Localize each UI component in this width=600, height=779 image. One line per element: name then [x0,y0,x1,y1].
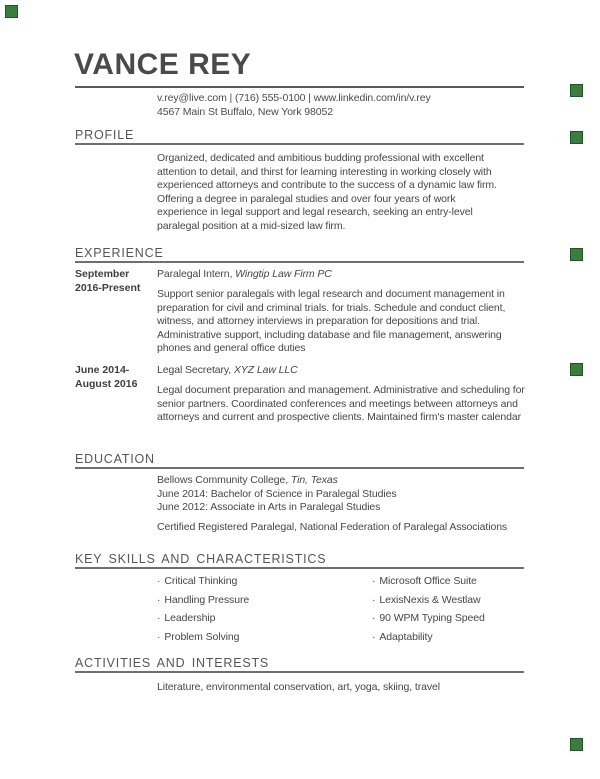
green-marker-profile [570,131,583,144]
skill-item: · Problem Solving [157,630,240,643]
job-title: Paralegal Intern, Wingtip Law Firm PC [157,268,332,280]
job-description: Legal document preparation and management. Administrative and scheduling for senior partners. Coordinated conferences and meetings between attorneys and attorneys and current and prospective clients. Maintained firm's master calendar [157,384,525,424]
name-underline [75,86,524,88]
green-marker-contact [570,84,583,97]
green-marker-bottom-right [570,738,583,751]
section-heading-profile: PROFILE [75,128,135,142]
skill-item: · LexisNexis & Westlaw [372,593,481,606]
experience-rule [75,261,524,263]
contact-block [157,92,537,119]
company-name: XYZ Law LLC [233,364,298,376]
skill-item: · Microsoft Office Suite [372,575,477,587]
degree-line: June 2012: Associate in Arts in Paralegal Studies [157,501,381,514]
school-line: Bellows Community College, Tin, Texas [157,474,338,486]
profile-summary: Organized, dedicated and ambitious budding professional with excellent attention to detail, and thirst for learning interesting in working closely with experienced attorneys and contribute to the success of a dynamic law firm. Offering a degree in paralegal studies and over four years of work experience in legal support and legal research, seeking an entry-level paralegal position at a mid-sized law firm. [157,152,497,232]
company-name: Wingtip Law Firm PC [235,268,332,280]
section-heading-education: EDUCATION [75,452,155,466]
skill-item: · Handling Pressure [157,593,250,606]
section-heading-activities: ACTIVITIES AND INTERESTS [75,656,270,670]
skills-column-left [157,572,372,646]
section-heading-skills: KEY SKILLS AND CHARACTERISTICS [75,552,327,566]
skill-item: · Adaptability [372,630,433,643]
green-marker-top-left [5,5,18,18]
certification-line: Certified Registered Paralegal, National Federation of Paralegal Associations [157,521,508,533]
skill-item: · 90 WPM Typing Speed [372,612,485,624]
job-date: September 2016-Present [75,268,141,294]
green-marker-job2 [570,363,583,376]
section-heading-experience: EXPERIENCE [75,246,164,260]
education-block [157,474,537,515]
skill-item: · Critical Thinking [157,575,238,587]
job-date: June 2014- August 2016 [75,364,138,390]
job-title: Legal Secretary, XYZ Law LLC [157,364,298,376]
skills-rule [75,567,524,569]
school-location: Tin, Texas [290,474,338,486]
skill-item: · Leadership [157,612,216,624]
address-line: 4567 Main St Buffalo, New York 98052 [157,105,333,118]
activities-rule [75,671,524,673]
interests-line: Literature, environmental conservation, art, yoga, skiing, travel [157,681,440,693]
profile-rule [75,143,524,145]
degree-line: June 2014: Bachelor of Science in Paralegal Studies [157,487,397,500]
skills-column-right [372,572,587,646]
page-title: VANCE REY [74,48,252,81]
green-marker-experience [570,248,583,261]
job-description: Support senior paralegals with legal research and document management in preparation for civil and criminal trials. for trials. Schedule and conduct client, witness, and attorney interviews in preparation for depositions and trial. Administrative support, including database and file management, answering phones and general office duties [157,288,506,355]
contact-line: v.rey@live.com | (716) 555-0100 | www.linkedin.com/in/v.rey [157,92,431,104]
education-rule [75,467,524,469]
